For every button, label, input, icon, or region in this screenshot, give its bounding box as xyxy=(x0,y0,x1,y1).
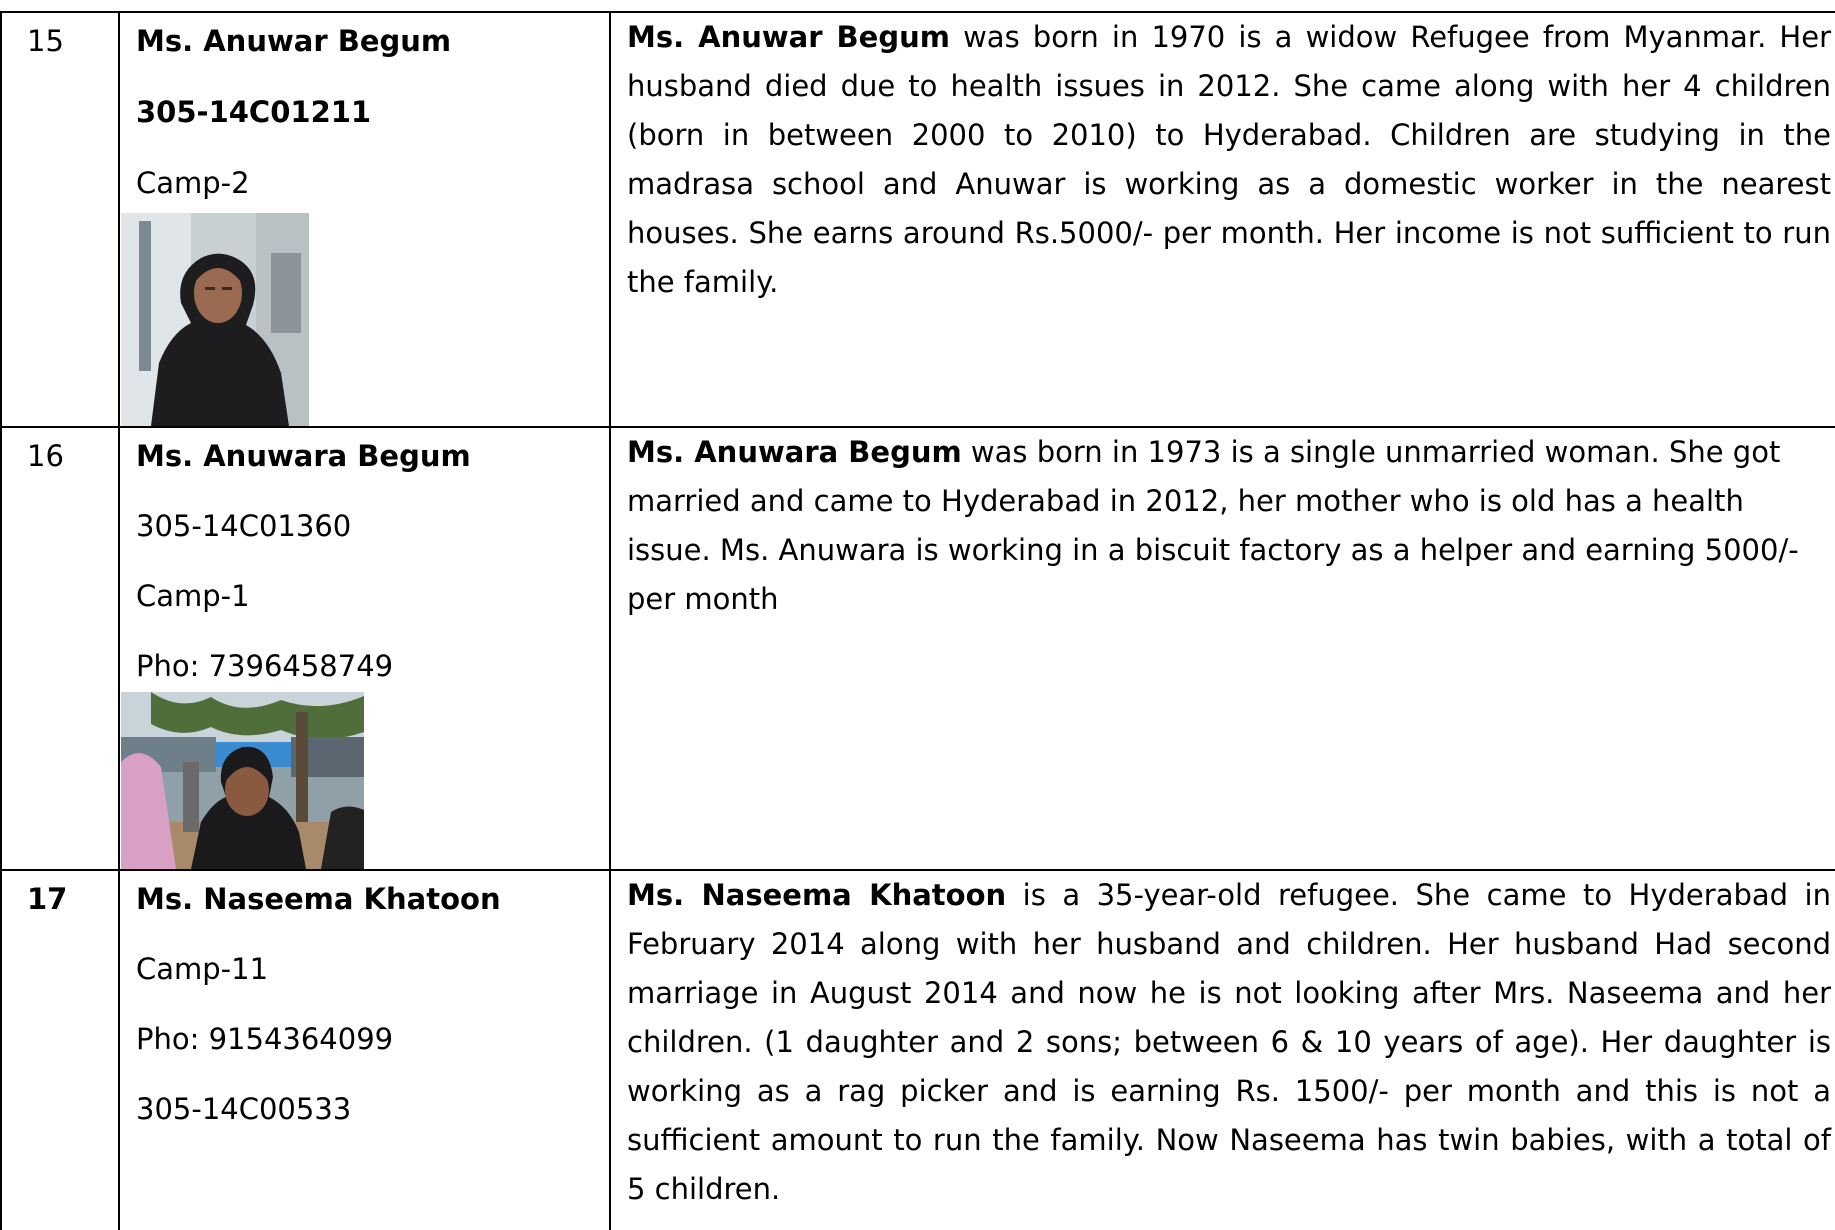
table-row xyxy=(0,428,1835,869)
beneficiary-id: 305-14C01360 xyxy=(136,509,352,543)
beneficiary-phone: Pho: 9154364099 xyxy=(136,1022,394,1056)
beneficiary-description xyxy=(627,13,1831,307)
description-text: is a 35-year-old refugee. She came to Hyderabad in February 2014 along with her husband and children. Her husband Had second marriage in August 2014 and now he is not looking after Mrs. Naseema and her children. (1 daughter and 2 sons; between 6 & 10 years of age). Her daughter is working as a rag picker and is earning Rs. 1500/- per month and this is not a sufficient amount to run the family. Now Naseema has twin babies, with a total of 5 children. xyxy=(627,878,1831,1206)
beneficiary-photo xyxy=(121,692,364,869)
beneficiary-name: Ms. Naseema Khatoon xyxy=(136,882,501,916)
beneficiary-phone: Pho: 7396458749 xyxy=(136,649,394,683)
beneficiary-id: 305-14C01211 xyxy=(136,95,372,129)
table-row xyxy=(0,871,1835,1230)
description-name: Ms. Naseema Khatoon xyxy=(627,878,1007,912)
row-number: 15 xyxy=(27,24,64,58)
description-text: was born in 1970 is a widow Refugee from Myanmar. Her husband died due to health issues in 2012. She came along with her 4 children (born in between 2000 to 2010) to Hyderabad. Children are studying in the madrasa school and Anuwar is working as a domestic worker in the nearest houses. She earns around Rs.5000/- per month. Her income is not sufficient to run the family. xyxy=(627,20,1832,299)
description-name: Ms. Anuwara Begum xyxy=(627,435,962,469)
beneficiary-photo xyxy=(121,213,309,426)
beneficiary-description xyxy=(627,871,1831,1214)
beneficiary-id: 305-14C00533 xyxy=(136,1092,352,1126)
table-row xyxy=(0,13,1835,426)
beneficiary-camp: Camp-1 xyxy=(136,579,250,613)
row-number: 17 xyxy=(27,882,68,916)
beneficiary-description xyxy=(627,428,1827,624)
description-text: was born in 1973 is a single unmarried woman. She got married and came to Hyderabad in 2012, her mother who is old has a health issue. Ms. Anuwara is working in a biscuit factory as a helper and earning 5000/- per month xyxy=(627,435,1799,616)
beneficiary-camp: Camp-11 xyxy=(136,952,269,986)
row-number: 16 xyxy=(27,439,64,473)
description-name: Ms. Anuwar Begum xyxy=(627,20,950,54)
beneficiary-name: Ms. Anuwar Begum xyxy=(136,24,452,58)
beneficiary-camp: Camp-2 xyxy=(136,166,250,200)
beneficiary-name: Ms. Anuwara Begum xyxy=(136,439,471,473)
